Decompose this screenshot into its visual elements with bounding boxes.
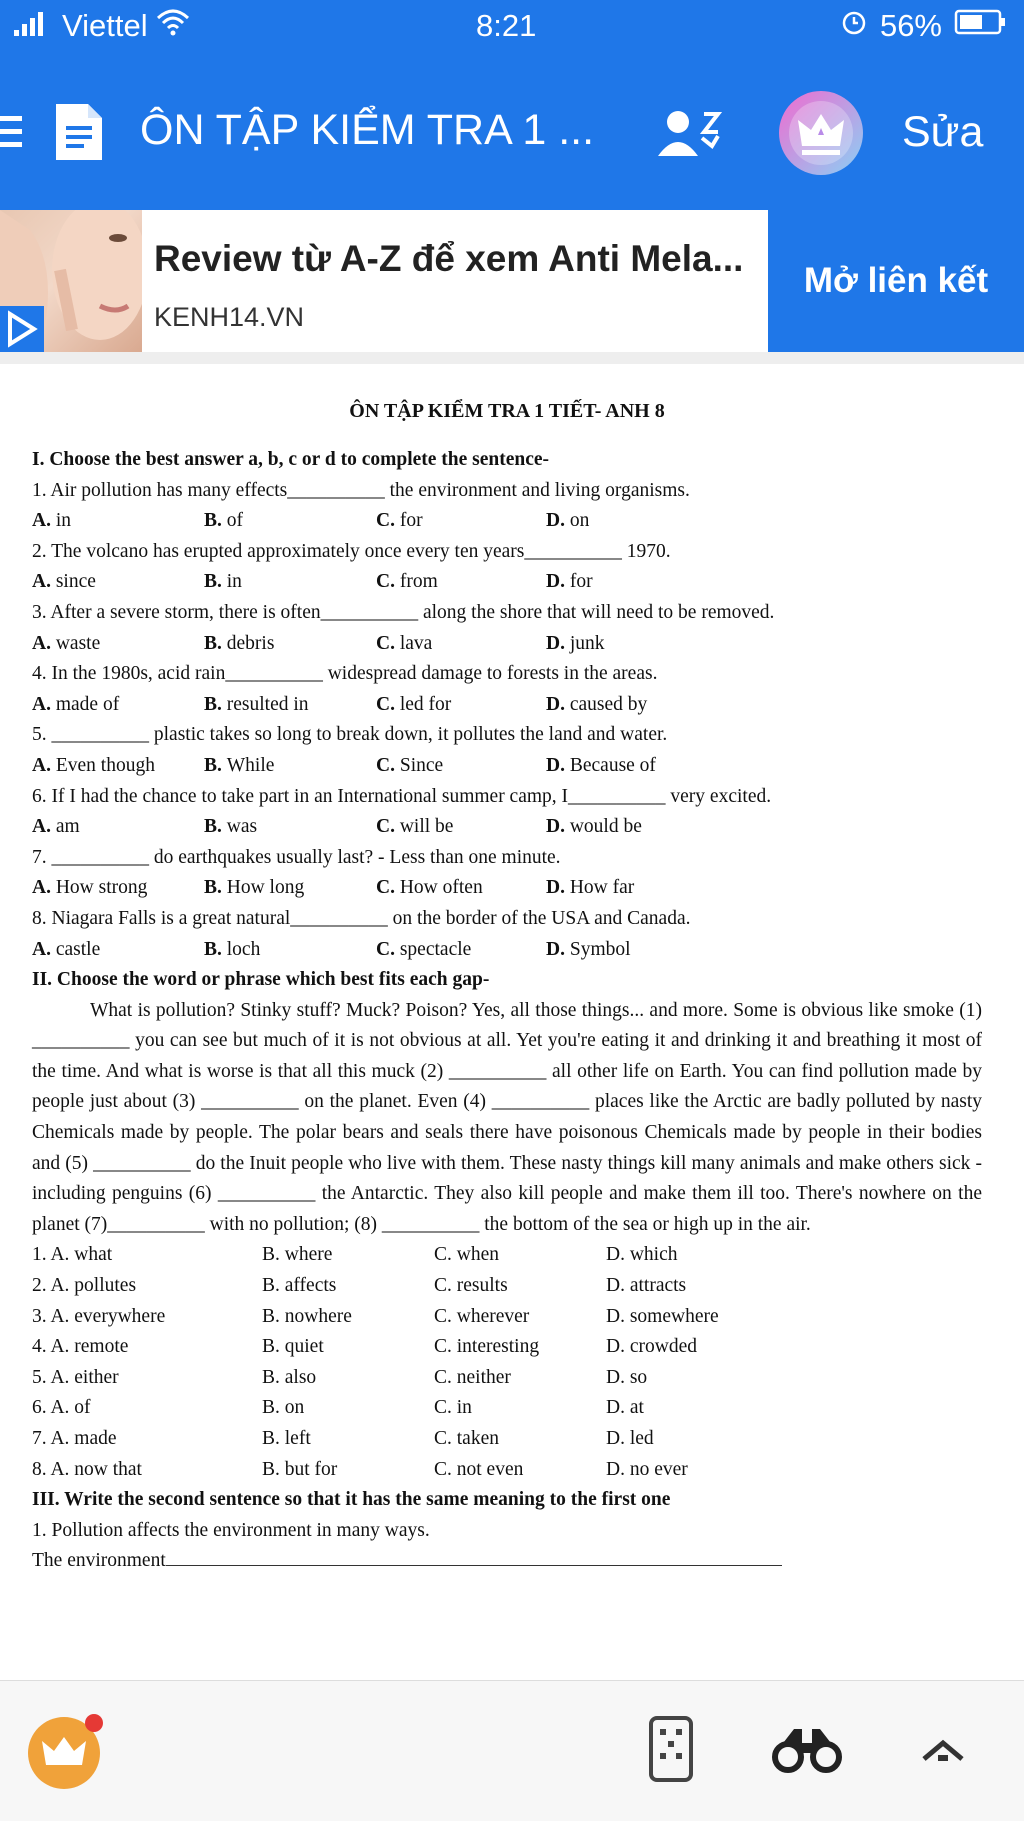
option-d: D. Because of xyxy=(546,751,656,782)
option-d: D. caused by xyxy=(546,690,647,721)
option-d: D. for xyxy=(546,567,593,598)
gap-option-c: C. not even xyxy=(434,1455,606,1486)
section-2-passage xyxy=(32,996,982,1241)
option-c: C. Since xyxy=(376,751,546,782)
edit-button[interactable]: Sửa xyxy=(902,108,984,156)
option-a: A. castle xyxy=(32,935,204,966)
share-user-icon[interactable] xyxy=(658,108,722,163)
gap-option-text: made xyxy=(74,1428,117,1449)
gap-option-b: B. left xyxy=(262,1424,434,1455)
option-text: How far xyxy=(569,877,635,899)
gap-option-c: C. in xyxy=(434,1393,606,1424)
gap-option-text: attracts xyxy=(629,1275,687,1297)
option-text: Because of xyxy=(569,754,656,776)
gap-option-d: D. attracts xyxy=(606,1271,686,1302)
gap-option-c: C. wherever xyxy=(434,1302,606,1333)
option-a: A. made of xyxy=(32,690,204,721)
section-1-heading: I. Choose the best answer a, b, c or d to complete the sentence- xyxy=(32,449,550,470)
option-text: loch xyxy=(226,938,261,960)
option-c: C. spectacle xyxy=(376,935,546,966)
status-bar xyxy=(0,0,1024,52)
question-options xyxy=(32,873,982,904)
option-text: would be xyxy=(569,816,642,838)
gap-option-text: which xyxy=(629,1244,678,1266)
question-text: 3. After a severe storm, there is often__________ along the shore that will need to be removed. xyxy=(32,601,775,623)
question-text: 4. In the 1980s, acid rain__________ widespread damage to forests in the areas. xyxy=(32,663,658,685)
option-a: A. since xyxy=(32,567,204,598)
gap-option-text: what xyxy=(74,1244,113,1266)
option-text: How long xyxy=(226,877,305,899)
option-text: since xyxy=(55,571,96,593)
gap-option-d: D. no ever xyxy=(606,1455,688,1486)
section-1-questions xyxy=(32,476,982,966)
gap-option-b: B. nowhere xyxy=(262,1302,434,1333)
option-text: waste xyxy=(55,632,101,654)
scroll-up-icon[interactable] xyxy=(920,1737,966,1772)
gap-option-text: pollutes xyxy=(74,1275,137,1297)
question-text: 7. __________ do earthquakes usually last? - Less than one minute. xyxy=(32,846,561,868)
gap-option-c: C. neither xyxy=(434,1363,606,1394)
question-options xyxy=(32,935,982,966)
document-page xyxy=(32,400,982,1577)
gap-option-text: in xyxy=(456,1397,472,1419)
gap-option-text: somewhere xyxy=(629,1305,719,1327)
gap-number: 8. xyxy=(32,1458,47,1480)
option-text: for xyxy=(569,571,593,593)
gap-option-text: affects xyxy=(284,1275,337,1297)
option-text: While xyxy=(226,754,275,776)
gap-option-text: also xyxy=(284,1366,317,1388)
gap-option-d: D. led xyxy=(606,1424,654,1455)
binoculars-icon[interactable] xyxy=(772,1725,842,1780)
gap-option-text: now that xyxy=(74,1458,142,1480)
carrier-info xyxy=(14,8,190,44)
question-options xyxy=(32,567,982,598)
option-d: D. on xyxy=(546,506,589,537)
option-b: B. resulted in xyxy=(204,690,376,721)
divider xyxy=(0,352,1024,364)
question-text: 6. If I had the chance to take part in an International summer camp, I__________ very excited. xyxy=(32,785,772,807)
section-2-heading: II. Choose the word or phrase which best fits each gap- xyxy=(32,969,490,991)
gap-option-c: C. interesting xyxy=(434,1332,606,1363)
gap-option-b: B. on xyxy=(262,1393,434,1424)
gap-option-text: everywhere xyxy=(74,1305,166,1327)
battery-percent: 56% xyxy=(879,8,942,43)
option-text: spectacle xyxy=(399,938,472,960)
gap-option-text: no ever xyxy=(629,1458,688,1480)
section-2-options xyxy=(32,1240,982,1485)
document-title: ÔN TẬP KIỂM TRA 1 TIẾT- ANH 8 xyxy=(349,400,665,422)
gap-options-row xyxy=(32,1393,982,1424)
option-text: How strong xyxy=(55,877,148,899)
document-icon xyxy=(54,102,104,167)
option-b: B. in xyxy=(204,567,376,598)
gap-options-row xyxy=(32,1302,982,1333)
option-text: Even though xyxy=(55,754,155,776)
gap-option-b: B. but for xyxy=(262,1455,434,1486)
gap-options-row xyxy=(32,1271,982,1302)
status-right xyxy=(840,8,1008,44)
gap-option-text: nowhere xyxy=(284,1305,352,1327)
app-bar xyxy=(0,52,1024,210)
question-options xyxy=(32,690,982,721)
option-a: A. waste xyxy=(32,629,204,660)
gap-option-text: interesting xyxy=(456,1336,540,1358)
question-options xyxy=(32,751,982,782)
gap-option-text: but for xyxy=(284,1458,338,1480)
gap-option-text: results xyxy=(456,1275,508,1297)
option-a: A. am xyxy=(32,812,204,843)
gap-option-d: D. somewhere xyxy=(606,1302,719,1333)
gap-option-c: C. when xyxy=(434,1240,606,1271)
premium-crown-icon[interactable] xyxy=(778,90,864,181)
alarm-icon xyxy=(840,8,868,44)
gap-option-a: 6. A. of xyxy=(32,1393,262,1424)
question-text: 8. Niagara Falls is a great natural__________ on the border of the USA and Canada. xyxy=(32,907,691,929)
carrier-name: Viettel xyxy=(62,8,148,43)
option-text: How often xyxy=(399,877,483,899)
option-a: A. in xyxy=(32,506,204,537)
gap-option-c: C. taken xyxy=(434,1424,606,1455)
gap-option-b: B. where xyxy=(262,1240,434,1271)
option-c: C. lava xyxy=(376,629,546,660)
option-c: C. from xyxy=(376,567,546,598)
gap-option-b: B. also xyxy=(262,1363,434,1394)
gap-option-a: 2. A. pollutes xyxy=(32,1271,262,1302)
clock: 8:21 xyxy=(476,8,537,43)
answer-start: The environment xyxy=(32,1550,166,1572)
gap-options-row xyxy=(32,1240,982,1271)
gap-option-text: at xyxy=(629,1397,644,1419)
open-link-button[interactable]: Mở liên kết xyxy=(768,210,1024,352)
signal-icon xyxy=(14,8,54,44)
gap-options-row xyxy=(32,1332,982,1363)
gap-option-text: so xyxy=(629,1366,648,1388)
gap-number: 3. xyxy=(32,1305,47,1327)
gap-option-text: wherever xyxy=(456,1305,530,1327)
ad-source: KENH14.VN xyxy=(154,302,305,332)
question-options xyxy=(32,629,982,660)
play-ad-icon xyxy=(0,306,44,352)
ad-headline[interactable]: Review từ A-Z để xem Anti Mela... xyxy=(154,238,744,279)
gap-number: 4. xyxy=(32,1336,47,1358)
option-text: of xyxy=(226,510,244,532)
passage-text: What is pollution? Stinky stuff? Muck? Poison? Yes, all those things... and more. Some is obvious like smoke (1) __________ you can see but much of it is not obvious at all. Yet you're eating it and drinking it and breathing it most of the time. And what is worse is that all this muck (2) __________ all other life on Earth. You can find pollution made by people just about (3) __________ on the planet. Even (4) __________ places like the Arctic are badly polluted by nasty Chemicals made by people. The polar bears and seals there have poisonous Chemicals made by people in their bodies and (5) __________ do the Inuit people who live with them. These nasty things kill many animals and make others sick - including penguins (6) __________ the Antarctic. They also kill people and make them ill too. There's nowhere on the planet (7)__________ with no pollution; (8) __________ the bottom of the sea or high up in the air. xyxy=(32,999,982,1235)
option-d: D. Symbol xyxy=(546,935,631,966)
ad-image[interactable] xyxy=(0,210,142,352)
gap-option-b: B. affects xyxy=(262,1271,434,1302)
option-text: debris xyxy=(226,632,275,654)
gap-number: 6. xyxy=(32,1397,47,1419)
gap-option-d: D. which xyxy=(606,1240,678,1271)
option-text: in xyxy=(55,510,72,532)
section-3-answer-line xyxy=(32,1546,982,1577)
gap-number: 1. xyxy=(32,1244,47,1266)
gap-option-a: 3. A. everywhere xyxy=(32,1302,262,1333)
gap-option-text: quiet xyxy=(284,1336,324,1358)
gap-number: 7. xyxy=(32,1428,47,1449)
gap-option-text: taken xyxy=(456,1428,499,1449)
option-a: A. Even though xyxy=(32,751,204,782)
option-text: Symbol xyxy=(569,938,631,960)
menu-icon[interactable] xyxy=(0,112,24,157)
option-c: C. will be xyxy=(376,812,546,843)
option-b: B. of xyxy=(204,506,376,537)
wifi-icon xyxy=(156,8,190,44)
gap-option-c: C. results xyxy=(434,1271,606,1302)
option-text: on xyxy=(569,510,590,532)
option-text: lava xyxy=(399,632,433,654)
gap-option-text: not even xyxy=(456,1458,524,1480)
gap-option-text: left xyxy=(284,1428,311,1449)
question-text: 5. __________ plastic takes so long to break down, it pollutes the land and water. xyxy=(32,724,668,746)
section-3-question-1: 1. Pollution affects the environment in many ways. xyxy=(32,1519,430,1541)
gap-option-a: 5. A. either xyxy=(32,1363,262,1394)
page-navigator-icon[interactable] xyxy=(648,1715,694,1788)
gap-option-text: remote xyxy=(74,1336,129,1358)
option-text: for xyxy=(399,510,423,532)
option-text: junk xyxy=(569,632,605,654)
option-text: Since xyxy=(399,754,444,776)
gap-option-text: crowded xyxy=(629,1336,697,1358)
gap-options-row xyxy=(32,1455,982,1486)
question-options xyxy=(32,812,982,843)
gap-option-a: 8. A. now that xyxy=(32,1455,262,1486)
ad-banner[interactable] xyxy=(0,210,1024,352)
option-c: C. led for xyxy=(376,690,546,721)
option-c: C. How often xyxy=(376,873,546,904)
gap-option-text: neither xyxy=(456,1366,511,1388)
gap-option-a: 7. A. made xyxy=(32,1424,262,1455)
gap-option-text: of xyxy=(74,1397,91,1419)
crown-icon[interactable] xyxy=(26,1711,106,1796)
option-text: from xyxy=(399,571,438,593)
gap-number: 5. xyxy=(32,1366,47,1388)
option-text: am xyxy=(55,816,80,838)
gap-number: 2. xyxy=(32,1275,47,1297)
gap-options-row xyxy=(32,1363,982,1394)
question-text: 1. Air pollution has many effects__________ the environment and living organisms. xyxy=(32,479,690,501)
option-text: will be xyxy=(399,816,454,838)
option-d: D. How far xyxy=(546,873,634,904)
gap-option-text: either xyxy=(74,1366,119,1388)
option-a: A. How strong xyxy=(32,873,204,904)
gap-options-row xyxy=(32,1424,982,1455)
option-b: B. debris xyxy=(204,629,376,660)
option-b: B. was xyxy=(204,812,376,843)
option-d: D. junk xyxy=(546,629,605,660)
option-b: B. While xyxy=(204,751,376,782)
option-b: B. How long xyxy=(204,873,376,904)
gap-option-text: led xyxy=(629,1428,654,1449)
option-c: C. for xyxy=(376,506,546,537)
gap-option-d: D. so xyxy=(606,1363,647,1394)
battery-icon xyxy=(954,8,1008,44)
option-text: was xyxy=(226,816,258,838)
option-text: in xyxy=(226,571,242,593)
gap-option-a: 1. A. what xyxy=(32,1240,262,1271)
option-text: resulted in xyxy=(226,693,309,715)
section-3-heading: III. Write the second sentence so that it has the same meaning to the first one xyxy=(32,1489,671,1511)
question-options xyxy=(32,506,982,537)
gap-option-a: 4. A. remote xyxy=(32,1332,262,1363)
question-text: 2. The volcano has erupted approximately once every ten years__________ 1970. xyxy=(32,540,671,562)
bottom-toolbar xyxy=(0,1680,1024,1821)
option-text: made of xyxy=(55,693,120,715)
gap-option-b: B. quiet xyxy=(262,1332,434,1363)
option-text: caused by xyxy=(569,693,648,715)
gap-option-d: D. crowded xyxy=(606,1332,697,1363)
option-b: B. loch xyxy=(204,935,376,966)
gap-option-text: on xyxy=(284,1397,305,1419)
option-d: D. would be xyxy=(546,812,642,843)
option-text: led for xyxy=(399,693,452,715)
page-title: ÔN TẬP KIỂM TRA 1 ... xyxy=(140,106,595,154)
gap-option-text: where xyxy=(284,1244,333,1266)
gap-option-text: when xyxy=(456,1244,500,1266)
gap-option-d: D. at xyxy=(606,1393,644,1424)
answer-blank xyxy=(166,1551,782,1566)
option-text: castle xyxy=(55,938,101,960)
